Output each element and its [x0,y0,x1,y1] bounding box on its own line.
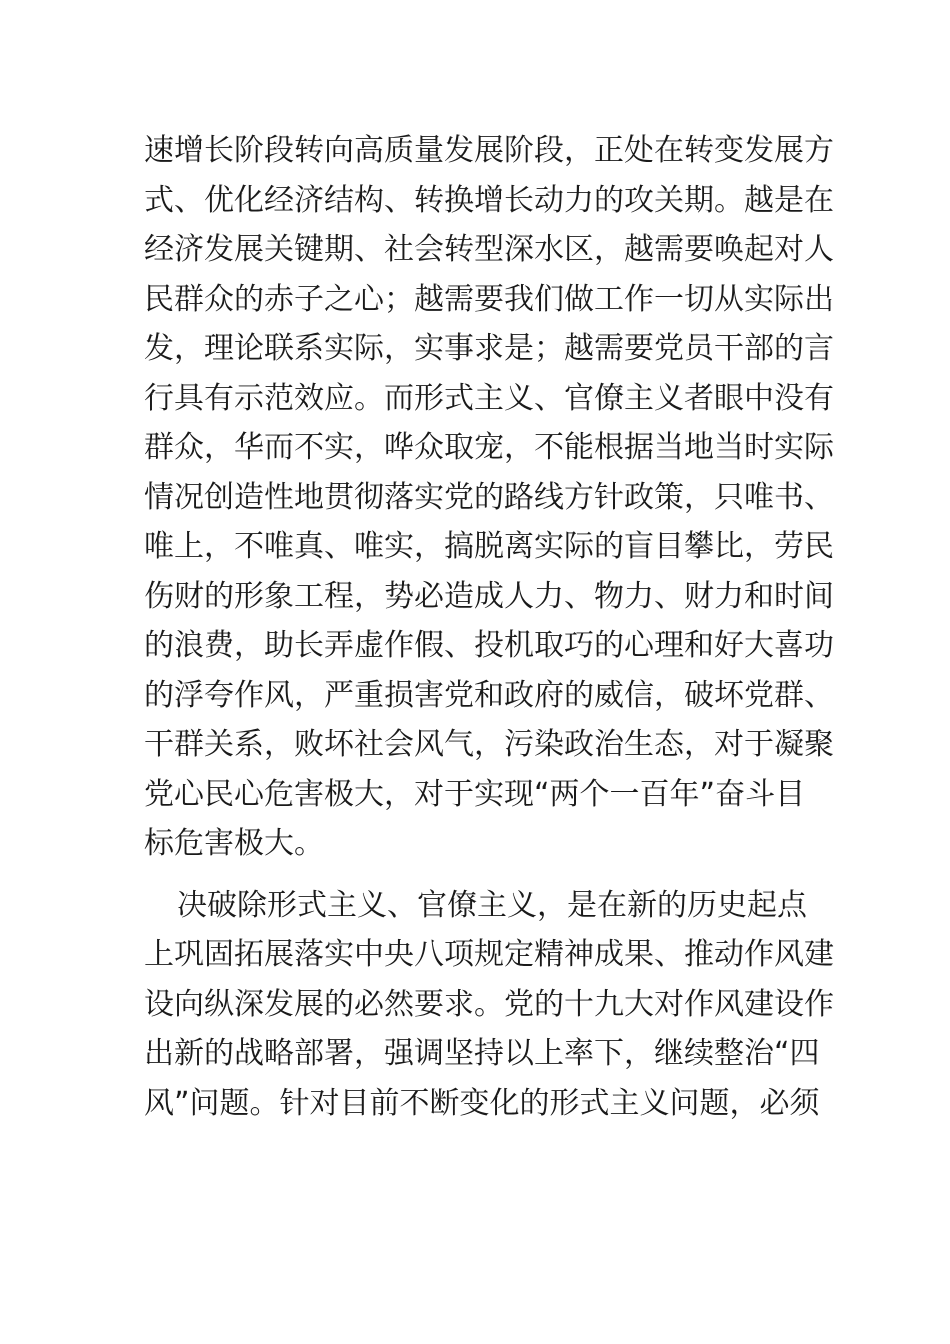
text-line: 标危害极大。 [144,826,324,861]
text-line: 出新的战略部署，强调坚持以上率下，继续整治“四 [144,1036,820,1071]
text-line: 风”问题。针对目前不断变化的形式主义问题，必须 [144,1085,820,1121]
text-line: 干群关系，败坏社会风气，污染政治生态，对于凝聚 [144,727,834,762]
text-line: 经济发展关键期、社会转型深水区，越需要唤起对人 [144,232,834,267]
paragraph-2 [144,881,834,1129]
paragraph-1 [144,126,834,869]
text-line: 决破除形式主义、官僚主义，是在新的历史起点 [177,887,807,923]
text-line: 速增长阶段转向高质量发展阶段，正处在转变发展方 [144,133,834,168]
text-line: 设向纵深发展的必然要求。党的十九大对作风建设作 [144,986,834,1022]
text-line: 唯上，不唯真、唯实，搞脱离实际的盲目攀比，劳民 [144,529,834,564]
text-line: 群众，华而不实，哗众取宠，不能根据当地当时实际 [144,430,834,465]
text-line: 的浪费，助长弄虚作假、投机取巧的心理和好大喜功 [144,628,834,663]
text-line: 行具有示范效应。而形式主义、官僚主义者眼中没有 [144,380,834,416]
text-line: 的浮夸作风，严重损害党和政府的威信，破坏党群、 [144,677,834,713]
text-line: 式、优化经济结构、转换增长动力的攻关期。越是在 [144,182,834,218]
document-body [144,126,834,1128]
text-line: 民群众的赤子之心；越需要我们做工作一切从实际出 [144,281,834,317]
text-line: 发，理论联系实际，实事求是；越需要党员干部的言 [144,331,834,366]
text-line: 情况创造性地贯彻落实党的路线方针政策，只唯书、 [144,479,834,515]
text-line: 党心民心危害极大，对于实现“两个一百年”奋斗目 [144,776,806,812]
text-line: 伤财的形象工程，势必造成人力、物力、财力和时间 [144,578,834,614]
text-line: 上巩固拓展落实中央八项规定精神成果、推动作风建 [144,937,834,972]
